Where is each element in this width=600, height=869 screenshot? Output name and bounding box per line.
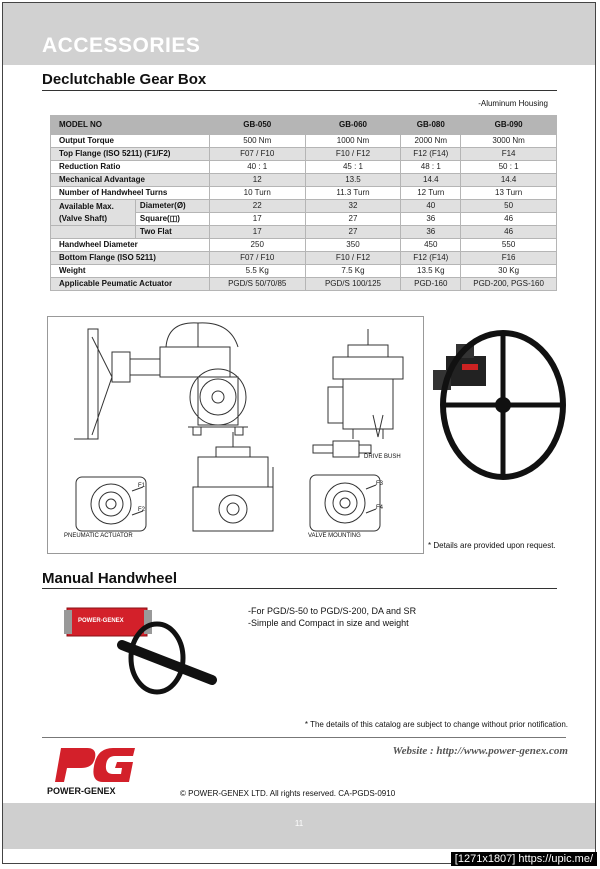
- table-cell: 12 Turn: [401, 187, 461, 200]
- table-cell: 500 Nm: [209, 135, 305, 148]
- table-cell: F14: [461, 148, 557, 161]
- table-cell: 2000 Nm: [401, 135, 461, 148]
- row-label: Weight: [51, 265, 210, 278]
- table-cell: 1000 Nm: [305, 135, 401, 148]
- power-genex-logo: [47, 742, 147, 800]
- table-cell: 450: [401, 239, 461, 252]
- table-cell: 13.5 Kg: [401, 265, 461, 278]
- table-cell: F10 / F12: [305, 148, 401, 161]
- f3-label: F3: [376, 481, 384, 487]
- table-cell: 50: [461, 200, 557, 213]
- table-cell: 27: [305, 226, 401, 239]
- row-label: Mechanical Advantage: [51, 174, 210, 187]
- table-row: [51, 265, 557, 278]
- table-cell: 250: [209, 239, 305, 252]
- table-cell: 22: [209, 200, 305, 213]
- table-row: [51, 239, 557, 252]
- copyright: © POWER-GENEX LTD. All rights reserved. CA-PGDS-0910: [180, 789, 396, 798]
- handwheel-bullets: [248, 605, 416, 629]
- bullet-item: -For PGD/S-50 to PGD/S-200, DA and SR: [248, 606, 417, 616]
- details-note: * Details are provided upon request.: [428, 541, 556, 550]
- table-cell: 40 : 1: [209, 161, 305, 174]
- row-label: Reduction Ratio: [51, 161, 210, 174]
- model-header: GB-050: [209, 116, 305, 135]
- model-header: GB-060: [305, 116, 401, 135]
- table-row: [51, 200, 557, 213]
- table-cell: F10 / F12: [305, 252, 401, 265]
- table-cell: 45 : 1: [305, 161, 401, 174]
- table-cell: F16: [461, 252, 557, 265]
- shaft-sub-label: Square(◫): [135, 213, 209, 226]
- valve-mounting-label: VALVE MOUNTING: [308, 533, 361, 539]
- table-cell: 7.5 Kg: [305, 265, 401, 278]
- page-number: 11: [294, 819, 304, 828]
- table-row: [51, 252, 557, 265]
- f1-label: F1: [138, 483, 146, 489]
- handwheel-section-rule: [42, 588, 557, 589]
- table-cell: 5.5 Kg: [209, 265, 305, 278]
- pneumatic-actuator-label: PNEUMATIC ACTUATOR: [64, 533, 133, 539]
- table-cell: 3000 Nm: [461, 135, 557, 148]
- table-cell: 13 Turn: [461, 187, 557, 200]
- table-cell: 13.5: [305, 174, 401, 187]
- actuator-handwheel-photo-icon: [62, 600, 222, 700]
- gearbox-section-title: Declutchable Gear Box: [42, 71, 207, 88]
- shaft-label-line: Available Max.: [59, 201, 114, 211]
- table-cell: 50 : 1: [461, 161, 557, 174]
- table-cell: 32: [305, 200, 401, 213]
- row-label: Number of Handwheel Turns: [51, 187, 210, 200]
- row-label: Output Torque: [51, 135, 210, 148]
- table-cell: 36: [401, 226, 461, 239]
- footer-band: [3, 803, 595, 849]
- gearbox-section-rule: [42, 90, 557, 91]
- row-label: Bottom Flange (ISO 5211): [51, 252, 210, 265]
- gearbox-drawing: [47, 316, 424, 554]
- model-header: GB-090: [461, 116, 557, 135]
- row-label: Applicable Peumatic Actuator: [51, 278, 210, 291]
- row-label: Top Flange (ISO 5211) (F1/F2): [51, 148, 210, 161]
- table-cell: F12 (F14): [401, 252, 461, 265]
- empty-cell: [51, 226, 136, 239]
- table-header-row: [51, 116, 557, 135]
- table-cell: 46: [461, 226, 557, 239]
- table-cell: 27: [305, 213, 401, 226]
- drive-bush-label: DRIVE BUSH: [364, 454, 401, 460]
- table-cell: 17: [209, 213, 305, 226]
- pg-logo-icon: [47, 742, 147, 786]
- table-cell: 550: [461, 239, 557, 252]
- photo-brand-label: POWER-GENEX: [78, 618, 124, 624]
- table-cell: 40: [401, 200, 461, 213]
- gearbox-photo: [428, 330, 568, 490]
- technical-drawing-icon: [48, 317, 423, 553]
- gearbox-handwheel-photo-icon: [428, 330, 568, 490]
- model-header: GB-080: [401, 116, 461, 135]
- table-cell: PGD/S 50/70/85: [209, 278, 305, 291]
- table-cell: PGD/S 100/125: [305, 278, 401, 291]
- f4-label: F4: [376, 505, 384, 511]
- table-cell: 48 : 1: [401, 161, 461, 174]
- table-cell: PGD-160: [401, 278, 461, 291]
- f2-label: F2: [138, 507, 146, 513]
- table-row: [51, 174, 557, 187]
- table-cell: F07 / F10: [209, 148, 305, 161]
- table-cell: 11.3 Turn: [305, 187, 401, 200]
- table-cell: 10 Turn: [209, 187, 305, 200]
- model-no-header: MODEL NO: [51, 116, 210, 135]
- handwheel-section-title: Manual Handwheel: [42, 570, 178, 587]
- table-cell: F07 / F10: [209, 252, 305, 265]
- table-cell: 46: [461, 213, 557, 226]
- shaft-sub-label: Diameter(Ø): [135, 200, 209, 213]
- table-row: [51, 148, 557, 161]
- housing-note: -Aluminum Housing: [478, 99, 548, 108]
- table-row: [51, 135, 557, 148]
- shaft-sub-label: Two Flat: [135, 226, 209, 239]
- table-cell: 36: [401, 213, 461, 226]
- table-cell: 14.4: [461, 174, 557, 187]
- table-row: [51, 161, 557, 174]
- shaft-label-line: (Valve Shaft): [59, 213, 108, 223]
- watermark: [1271x1807] https://upic.me/: [451, 852, 597, 866]
- page-title: ACCESSORIES: [42, 34, 201, 57]
- catalog-note: * The details of this catalog are subject to change without prior notification.: [304, 720, 568, 729]
- table-row: [51, 278, 557, 291]
- table-cell: 30 Kg: [461, 265, 557, 278]
- table-row: [51, 187, 557, 200]
- table-row: [51, 226, 557, 239]
- footer-rule: [42, 737, 566, 738]
- bullet-item: -Simple and Compact in size and weight: [248, 618, 409, 628]
- table-cell: F12 (F14): [401, 148, 461, 161]
- table-cell: 12: [209, 174, 305, 187]
- logo-text: POWER-GENEX: [47, 786, 116, 796]
- table-cell: 14.4: [401, 174, 461, 187]
- table-cell: 17: [209, 226, 305, 239]
- row-label: Handwheel Diameter: [51, 239, 210, 252]
- table-cell: 350: [305, 239, 401, 252]
- table-cell: PGD-200, PGS-160: [461, 278, 557, 291]
- website-link[interactable]: Website : http://www.power-genex.com: [392, 745, 568, 757]
- spec-table: [50, 115, 557, 291]
- handwheel-photo: [62, 600, 222, 700]
- shaft-group-label: [51, 200, 136, 226]
